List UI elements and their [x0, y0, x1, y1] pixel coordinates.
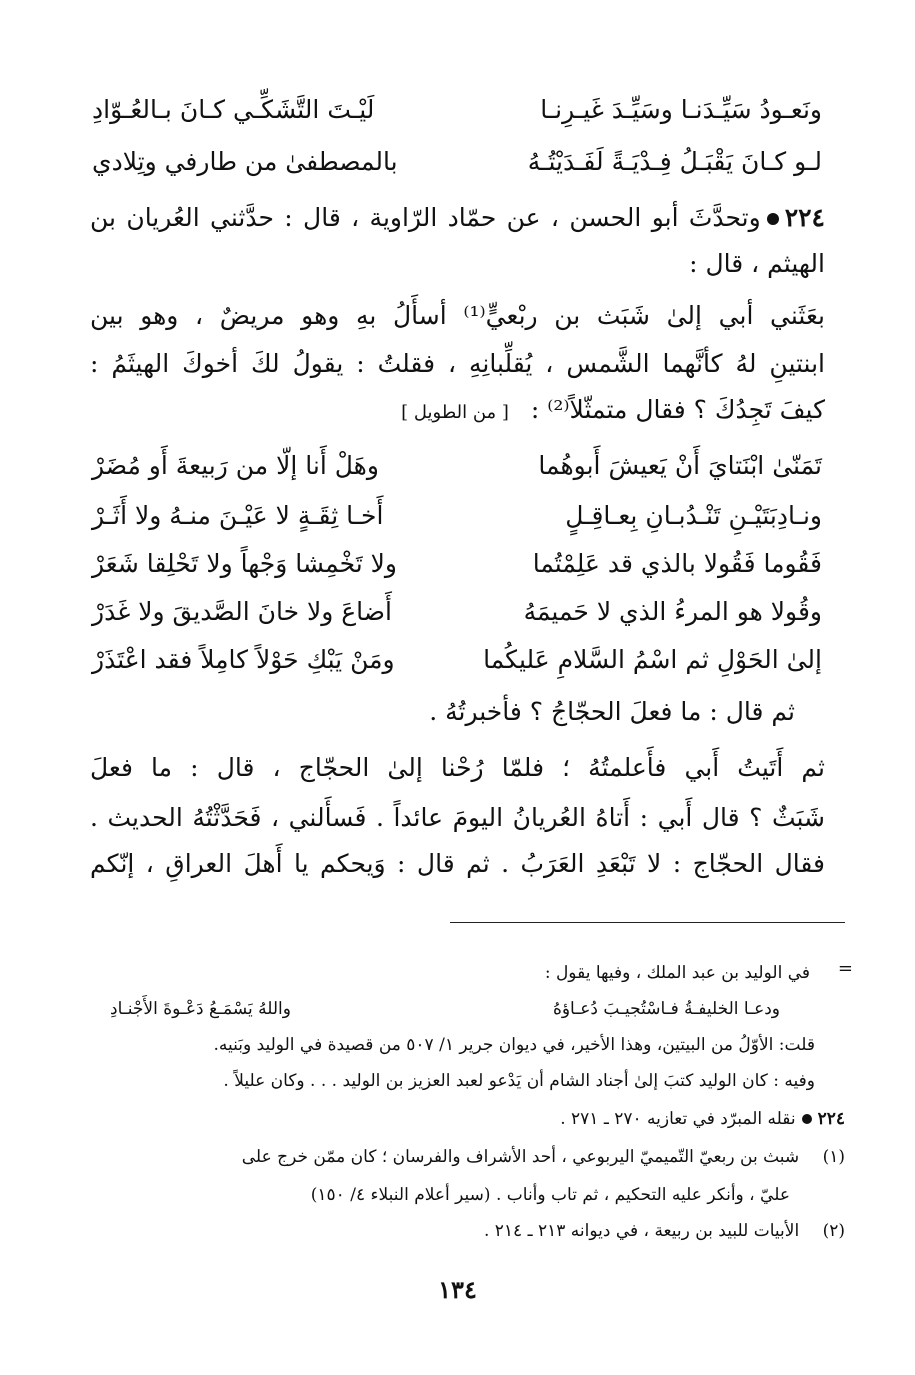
footnote-text: الأبيات للبيد بن ربيعة ، في ديوانه ٢١٣ ـ ٢١٤ .	[483, 1221, 800, 1241]
verse-line	[92, 542, 822, 586]
footnote-verse-right: ودعـا الخليفـةُ فـاسْتُجيـبَ دُعـاؤهُ	[552, 999, 780, 1019]
footnote-entry-note	[100, 1104, 845, 1134]
verse-hemistich-left: ومَنْ يَبْكِ حَوْلاً كامِلاً فقد اعْتَذَرْ	[92, 645, 395, 674]
footnote-verse	[110, 994, 780, 1024]
verse-hemistich-left: وهَلْ أَنا إلّا من رَبيعةَ أَو مُضَرْ	[92, 451, 379, 480]
verse-hemistich-right: إلىٰ الحَوْلِ ثم اسْمُ السَّلامِ عَليكُما	[483, 645, 822, 674]
verse-hemistich-left: بالمصطفىٰ من طارفي وتِلادي	[92, 147, 398, 176]
footnote-label: (٢)	[822, 1221, 845, 1241]
verse-hemistich-right: وقُولا هو المرءُ الذي لا حَميمَهُ	[523, 597, 822, 626]
verse-hemistich-right: ونَعـودُ سَيِّـدَنـا وسَيِّـدَ غَيـرِنـا	[540, 95, 822, 124]
footnote-label: (١)	[822, 1147, 845, 1167]
paragraph-text: كيفَ تَجِدُكَ ؟ فقال متمثّلاً⁽²⁾ :	[530, 395, 825, 424]
footnote-text: شبث بن ربعيّ التّميميّ اليربوعي ، أحد الأشراف والفرسان ؛ كان ممّن خرج على	[241, 1147, 800, 1167]
verse-line	[92, 140, 822, 184]
verse-line	[92, 590, 822, 634]
verse-line	[92, 494, 822, 538]
paragraph-line: ثم أَتَيتُ أَبي فأَعلمتُهُ ؛ فلمّا رُحْنا إلىٰ الحجّاج ، قال : ما فعلَ	[90, 753, 825, 782]
bullet-icon	[767, 213, 779, 225]
paragraph-line: فقال الحجّاج : لا تَبْعَدِ العَرَبُ . ثم قال : وَيحكم يا أَهلَ العراقِ ، إنّكم	[90, 849, 825, 878]
verse-line	[92, 88, 822, 132]
footnote-verse-left: واللهُ يَسْمَـعُ دَعْـوةَ الأَجْنـادِ	[110, 999, 291, 1019]
footnote-2	[100, 1216, 845, 1246]
entry-line: الهيثم ، قال :	[689, 249, 825, 278]
verse-line	[92, 638, 822, 682]
paragraph-line: بعَثَني أبي إلىٰ شَبَث بن ربْعيٍّ⁽¹⁾ أسأَلُ بهِ وهو مريضٌ ، وهو بين	[90, 301, 825, 330]
footnote-entry-text: نقله المبرّد في تعازيه ٢٧٠ ـ ٢٧١ .	[560, 1109, 796, 1129]
paragraph-line: شَبَثٌ ؟ قال أَبي : أَتاهُ العُريانُ اليومَ عائداً . فَسأَلني ، فَحَدَّثْتُهُ الحديث .	[90, 803, 825, 832]
entry-line	[90, 196, 825, 240]
footnote-divider	[450, 922, 845, 923]
verse-hemistich-right: لـو كـانَ يَقْبَـلُ فِـدْيَـةً لَفَـدَيْتُـهُ	[527, 147, 822, 176]
paragraph-line: ابنتينِ لهُ كأنَّهما الشَّمس ، يُقلِّبانِهِ ، فقلتُ : يقولُ لكَ أخوكَ الهيثَمُ :	[90, 349, 825, 378]
verse-hemistich-left: ولا تَخْمِشا وَجْهاً ولا تَحْلِقا شَعَرْ	[92, 549, 397, 578]
paragraph-line: ثم قال : ما فعلَ الحجّاجُ ؟ فأخبرتُهُ .	[429, 697, 795, 726]
bullet-icon	[802, 1114, 812, 1124]
verse-hemistich-left: أَخـا ثِقَـةٍ لا عَيْـنَ منـهُ ولا أَثَـرْ	[92, 501, 384, 530]
footnote-line: عليّ ، وأنكر عليه التحكيم ، ثم تاب وأناب . (سير أعلام النبلاء ٤/ ١٥٠)	[310, 1185, 790, 1205]
verse-line	[92, 444, 822, 488]
paragraph-line	[90, 388, 825, 435]
entry-number: ٢٢٤	[784, 203, 825, 232]
footnote-line: في الوليد بن عبد الملك ، وفيها يقول :	[544, 963, 810, 983]
verse-hemistich-left: لَيْـتَ التَّشَكِّـي كـانَ بـالعُـوّادِ	[92, 95, 375, 124]
continuation-mark: =	[837, 958, 853, 979]
page-number: ١٣٤	[438, 1275, 477, 1304]
entry-text: وتحدَّثَ أبو الحسن ، عن حمّاد الرّاوية ، قال : حدَّثني العُريان بن	[90, 203, 761, 232]
footnote-line: وفيه : كان الوليد كتبَ إلىٰ أجناد الشام أن يَدْعو لعبد العزيز بن الوليد . . . وكان عليلاً .	[223, 1071, 815, 1091]
footnote-entry-number: ٢٢٤	[817, 1109, 845, 1129]
verse-hemistich-left: أَضاعَ ولا خانَ الصَّديقَ ولا غَدَرْ	[92, 597, 392, 626]
meter-label: [ من الطويل ]	[401, 402, 509, 423]
footnote-1	[100, 1142, 845, 1172]
verse-hemistich-right: تَمَنّىٰ ابْنَتايَ أَنْ يَعيشَ أَبوهُما	[538, 451, 822, 480]
footnote-line: قلت: الأوّلُ من البيتين، وهذا الأخير، في ديوان جرير ١/ ٥٠٧ من قصيدة في الوليد وبَنيه.	[213, 1035, 815, 1055]
verse-hemistich-right: ونـادِبَتَيْـنِ تَنْـدُبـانِ بِعـاقِـلٍ	[565, 501, 822, 530]
verse-hemistich-right: فَقُوما فَقُولا بالذي قد عَلِمْتُما	[532, 549, 822, 578]
